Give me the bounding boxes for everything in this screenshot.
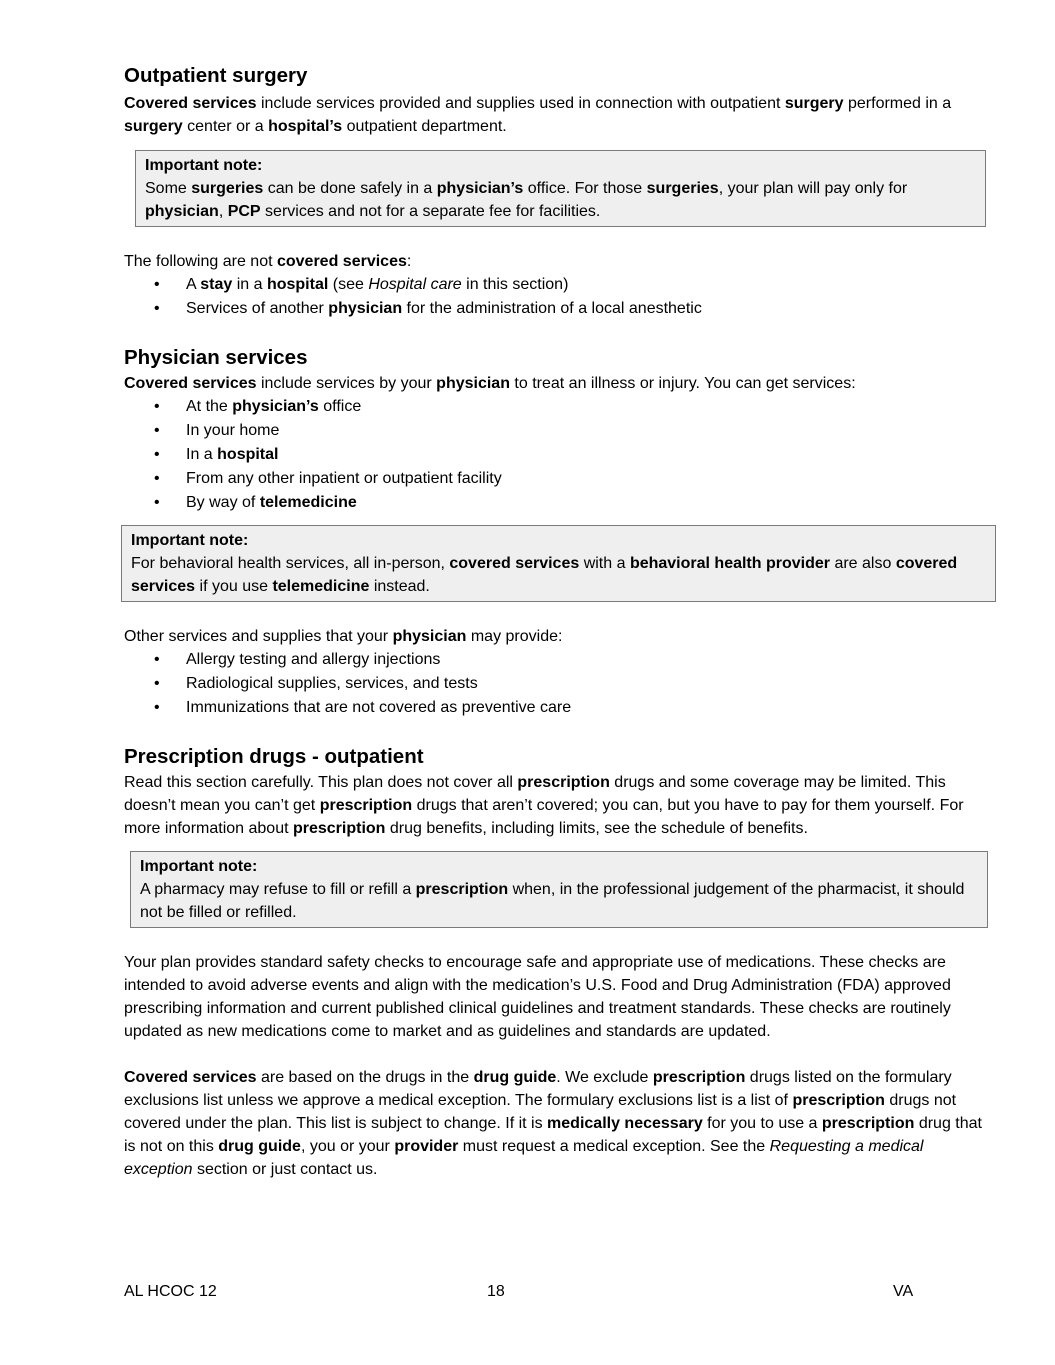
text-run: : [406,253,412,270]
italic-reference: Hospital care [368,276,462,293]
text-run: Services of another [186,300,329,317]
safety-checks-paragraph [124,951,994,1043]
text-run: outpatient department. [342,118,507,135]
bold-term: telemedicine [272,578,370,595]
list-item [124,395,994,419]
text-run: can be done safely in a [263,180,437,197]
text-run: section or just contact us. [192,1161,378,1178]
not-covered-intro [124,250,994,273]
bold-term: surgeries [191,180,264,197]
text-run: for you to use a [702,1115,822,1132]
text-run: From any other inpatient or outpatient facility [186,470,502,487]
text-run: At the [186,398,233,415]
bold-term: prescription [292,820,386,837]
text-run: performed in a [843,95,952,112]
bold-term: covered services [276,253,407,270]
rx-intro [124,771,994,840]
note-body [131,552,986,598]
bold-term: drug guide [218,1138,301,1155]
text-run: Immunizations that are not covered as preventive care [186,699,572,716]
text-run: when, in the professional judgement of the pharmacist, it should not be filled or refilled. [140,881,965,921]
italic-reference: Requesting a medical exception [124,1138,924,1178]
heading-prescription-drugs: Prescription drugs - outpatient [124,745,424,768]
text-run: for the administration of a local anesthetic [402,300,702,317]
text-run: Other services and supplies that your [124,628,393,645]
other-services-intro [124,625,994,648]
bold-term: surgery [784,95,844,112]
bold-term: physician [392,628,467,645]
outpatient-intro [124,92,994,138]
heading-physician-services: Physician services [124,346,308,369]
bold-term: telemedicine [259,494,357,511]
note-title: Important note: [140,858,258,875]
text-run: center or a [182,118,269,135]
text-run: In your home [186,422,280,439]
bold-term: PCP [227,203,261,220]
footer-left: AL HCOC 12 [124,1283,217,1300]
bold-term: Covered services [124,1069,257,1086]
note-body [145,177,976,223]
page-number: 18 [487,1283,505,1300]
bold-term: hospital’s [268,118,343,135]
text-run: Radiological supplies, services, and tests [186,675,478,692]
text-run: A pharmacy may refuse to fill or refill a [140,881,416,898]
bold-term: prescription [415,881,509,898]
bold-term: prescription [319,797,413,814]
not-covered-list [124,273,994,321]
list-item [124,443,994,467]
text-run: A [186,276,201,293]
text-run: By way of [186,494,260,511]
list-item [124,648,994,672]
bold-term: surgery [124,118,183,135]
bold-term: covered services [131,555,958,595]
text-run: must request a medical exception. See the [458,1138,770,1155]
text-run: . We exclude [556,1069,653,1086]
text-run: Some [145,180,192,197]
text-run: drug that is not on this [124,1115,982,1155]
text-run: drugs not covered under the plan. This list is subject to change. If it is [124,1092,957,1132]
bold-term: physician [328,300,403,317]
list-item [124,419,994,443]
document-page [124,62,994,1181]
bold-term: physician [436,375,510,392]
bold-term: prescription [652,1069,746,1086]
bold-term: hospital [266,276,329,293]
bold-term: prescription [517,774,610,791]
footer-right: VA [893,1283,914,1300]
note-title: Important note: [131,532,249,549]
text-run: in a [232,276,267,293]
text-run: if you use [195,578,273,595]
text-run: include services provided and supplies used in connection with outpatient [256,95,785,112]
bold-term: physician’s [232,398,319,415]
heading-outpatient-surgery: Outpatient surgery [124,64,308,87]
list-item [124,672,994,696]
bold-term: provider [394,1138,459,1155]
list-item [124,696,994,720]
text-run: In a [186,446,218,463]
text-run: may provide: [466,628,563,645]
important-note-outpatient [135,150,986,227]
text-run: , your plan will pay only for [718,180,908,197]
bold-term: drug guide [473,1069,557,1086]
bold-term: physician’s [436,180,524,197]
list-item [124,467,994,491]
bold-term: Covered services [124,375,257,392]
text-run: office [318,398,362,415]
text-run: with a [579,555,630,572]
bold-term: physician [145,203,219,220]
list-item [124,273,994,297]
text-run: to treat an illness or injury. You can get services: [509,375,856,392]
text-run: , you or your [300,1138,395,1155]
bold-term: prescription [821,1115,915,1132]
note-title: Important note: [145,157,263,174]
text-run: (see [328,276,369,293]
text-run: drugs that aren’t covered; you can, but you have to pay for them yourself. For more information about [124,797,964,837]
bold-term: surgeries [646,180,719,197]
list-item [124,491,994,515]
drug-guide-paragraph [124,1066,994,1181]
bold-term: prescription [792,1092,885,1109]
physician-places-list [124,395,994,515]
text-run: are based on the drugs in the [256,1069,474,1086]
other-services-list [124,648,994,720]
important-note-physician [121,525,996,602]
bold-term: hospital [217,446,279,463]
text-run: For behavioral health services, all in-person, [131,555,450,572]
bold-term: medically necessary [547,1115,703,1132]
important-note-pharmacy [130,851,988,928]
bold-term: Covered services [124,95,257,112]
text-run: in this section) [461,276,569,293]
text-run: services and not for a separate fee for facilities. [260,203,601,220]
bold-term: covered services [449,555,580,572]
text-run: drug benefits, including limits, see the schedule of benefits. [385,820,808,837]
text-run: Read this section carefully. This plan does not cover all [124,774,518,791]
text-run: Allergy testing and allergy injections [186,651,441,668]
bold-term: stay [200,276,233,293]
physician-intro [124,372,994,395]
text-run: instead. [369,578,430,595]
text-run: are also [830,555,896,572]
text-run: drugs and some coverage may be limited. This doesn’t mean you can’t get [124,774,946,814]
text-run: , [218,203,228,220]
bold-term: behavioral health provider [629,555,830,572]
list-item [124,297,994,321]
text-run: office. For those [523,180,647,197]
note-body [140,878,978,924]
text-run: drugs listed on the formulary exclusions list unless we approve a medical exception. The formulary exclusions list is a list of [124,1069,952,1109]
text-run: Your plan provides standard safety checks to encourage safe and appropriate use of medications. These checks are intended to avoid adverse events and align with the medication’s U.S. Food and Drug Administration (FDA) approved prescribing information and current published clinical guidelines and treatment standards. These checks are routinely updated as new medications come to market and as guidelines and standards are updated. [124,954,951,1040]
text-run: include services by your [256,375,437,392]
text-run: The following are not [124,253,277,270]
